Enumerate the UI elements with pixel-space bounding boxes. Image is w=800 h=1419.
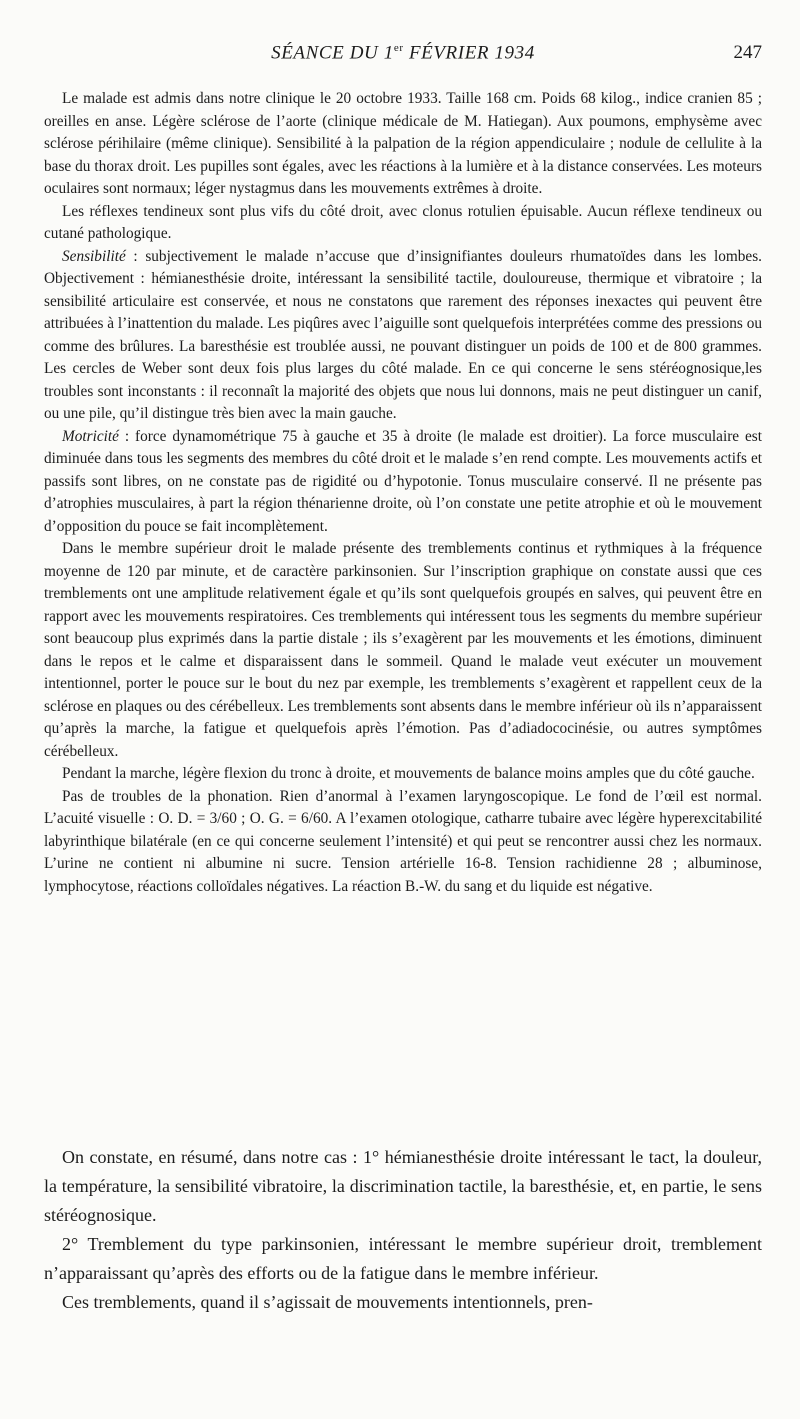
body-text	[44, 88, 762, 898]
paragraph-admission	[44, 88, 762, 201]
paragraph-lead: Motricité	[62, 427, 119, 445]
running-header	[44, 42, 762, 68]
paragraph-gait	[44, 763, 762, 786]
summary-section	[44, 1143, 762, 1317]
paragraph-examinations	[44, 786, 762, 899]
running-title	[44, 42, 762, 64]
paragraph-motricity	[44, 426, 762, 539]
paragraph-reflexes	[44, 201, 762, 246]
running-title-suffix: FÉVRIER 1934	[403, 42, 535, 64]
running-title-sup: er	[393, 42, 404, 54]
running-title-prefix: SÉANCE DU 1	[271, 42, 394, 64]
summary-paragraph: On constate, en résumé, dans notre cas : 1° hémianesthésie droite intéressant le tact, la douleur, la température, la sensibilité vibratoire, la discrimination tactile, la baresthésie, et, en partie, le sens stéréognosique.	[44, 1147, 762, 1225]
page-number: 247	[733, 42, 762, 63]
paragraph-text: Dans le membre supérieur droit le malade présente des tremblements continus et rythmiques à la fréquence moyenne de 120 par minute, et de caractère parkinsonien. Sur l’inscription graphique on constate aussi que ces tremblements ont une amplitude relativement égale et qu’ils sont quelquefois groupés en salves, qui peuvent être en rapport avec les mouvements respiratoires. Ces tremblements qui intéressent tous les segments du membre supérieur sont beaucoup plus exprimés dans la partie distale ; ils s’exagèrent par les mouvements et les émotions, diminuent dans le repos et le calme et disparaissent dans le sommeil. Quand le malade veut exécuter un mouvement intentionnel, porter le pouce sur le bout du nez par exemple, les tremblements s’exagèrent et rappellent ceux de la sclérose en plaques ou des cérébelleux. Les tremblements sont absents dans le membre inférieur où ils n’apparaissent qu’après la marche, la fatigue et quelquefois après l’émotion. Pas d’adiadococinésie, ou autres symptômes cérébelleux.	[44, 540, 762, 760]
paragraph-text: : subjectivement le malade n’accuse que d’insignifiantes douleurs rhumatoïdes dans les lombes. Objectivement : hémianesthésie droite, intéressant la sensibilité tactile, douloureuse, thermique et vibratoire ; la sensibilité articulaire est conservée, et nous ne constatons que rarement des réponses inexactes qui peuvent être attribuées à l’inattention du malade. Les piqûres avec l’aiguille sont quelquefois interprétées comme des pressions ou comme des brûlures. La baresthésie est troublée aussi, ne pouvant distinguer un poids de 100 et de 800 grammes. Les cercles de Weber sont deux fois plus larges du côté malade. En ce qui concerne le sens stéréognosique,les troubles sont inconstants : il reconnaît la majorité des objets que nous lui donnons, mais ne peut distinguer un canif, ou une pile, qu’il distingue très bien avec la main gauche.	[44, 247, 762, 422]
paragraph-text: Le malade est admis dans notre clinique le 20 octobre 1933. Taille 168 cm. Poids 68 kilog., indice cranien 85 ; oreilles en anse. Légère sclérose de l’aorte (clinique médicale de M. Hatiegan). Aux poumons, emphysème avec sclérose périhilaire (même clinique). Sensibilité à la palpation de la région appendiculaire ; nodule de cellulite à la base du thorax droit. Les pupilles sont égales, avec les réactions à la lumière et à la distance conservées. Les moteurs oculaires sont normaux; léger nystagmus dans les mouvements extrêmes à droite.	[44, 90, 762, 197]
paragraph-text: Les réflexes tendineux sont plus vifs du côté droit, avec clonus rotulien épuisable. Aucun réflexe tendineux ou cutané pathologique.	[44, 202, 762, 242]
paragraph-lead: Sensibilité	[62, 247, 126, 265]
summary-paragraph: Ces tremblements, quand il s’agissait de mouvements intentionnels, pren-	[62, 1292, 593, 1312]
summary-paragraph: 2° Tremblement du type parkinsonien, intéressant le membre supérieur droit, tremblement n’apparaissant qu’après des efforts ou de la fatigue dans le membre inférieur.	[44, 1234, 762, 1283]
paragraph-text: Pas de troubles de la phonation. Rien d’anormal à l’examen laryngoscopique. Le fond de l’œil est normal. L’acuité visuelle : O. D. = 3/60 ; O. G. = 6/60. A l’examen otologique, catharre tubaire avec légère hyperexcitabilité labyrinthique bilatérale (en ce qui concerne seulement l’intensité) et qui peut se rencontrer aussi chez les normaux. L’urine ne contient ni albumine ni sucre. Tension artérielle 16-8. Tension rachidienne 28 ; albuminose, lymphocytose, réactions colloïdales négatives. La réaction B.-W. du sang et du liquide est négative.	[44, 787, 762, 895]
paragraph-text: : force dynamométrique 75 à gauche et 35 à droite (le malade est droitier). La force musculaire est diminuée dans tous les segments des membres du côté droit et le malade s’en rend compte. Les mouvements actifs et passifs sont libres, on ne constate pas de rigidité ou d’hypotonie. Tonus musculaire conservé. Il ne présente pas d’atrophies musculaires, à part la région thénarienne droite, où l’on constate une petite atrophie et où le mouvement d’opposition du pouce se fait incomplètement.	[44, 427, 762, 535]
paragraph-tremors	[44, 538, 762, 763]
paragraph-text: Pendant la marche, légère flexion du tronc à droite, et mouvements de balance moins amples que du côté gauche.	[62, 765, 755, 782]
paragraph-sensibility	[44, 246, 762, 426]
